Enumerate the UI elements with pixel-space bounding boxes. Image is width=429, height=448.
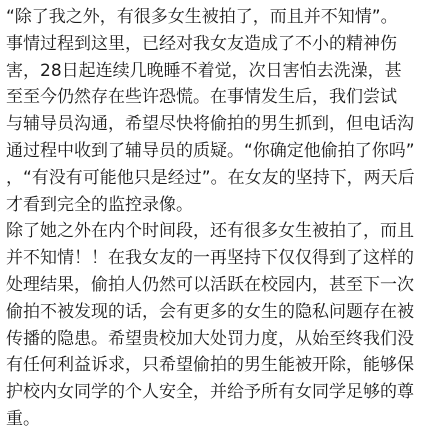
- text-line-13: 传播的隐患。希望贵校加大处罚力度，从始至终我们没: [6, 328, 414, 349]
- text-line-10: 并不知情！！在我女友的一再坚持下仅仅得到了这样的: [6, 248, 414, 269]
- text-line-6: 通过程中收到了辅导员的质疑。“你确定他偷拍了你吗”: [6, 140, 415, 161]
- text-line-3: 害，28日起连续几晚睡不着觉，次日害怕去洗澡，甚: [6, 60, 402, 81]
- text-line-4: 至至今仍然存在些许恐慌。在事情发生后，我们尝试: [6, 87, 397, 108]
- text-line-8: 才看到完全的监控录像。: [6, 194, 193, 215]
- text-line-16: 重。: [6, 408, 40, 429]
- text-line-12: 偷拍不被发现的话，会有更多的女生的隐私问题存在被: [6, 301, 414, 322]
- text-line-2: 事情过程到这里，已经对我女友造成了不小的精神伤: [6, 33, 397, 54]
- text-line-7: ，“有没有可能他只是经过”。在女友的坚持下，两天后: [6, 167, 415, 188]
- text-line-15: 护校内女同学的个人安全，并给予所有女同学足够的尊: [6, 382, 414, 403]
- text-line-5: 与辅导员沟通，希望尽快将偷拍的男生抓到，但电话沟: [6, 114, 414, 135]
- text-line-1: “除了我之外，有很多女生被拍了，而且并不知情”。: [6, 7, 398, 27]
- text-line-9: 除了她之外在内个时间段，还有很多女生被拍了，而且: [6, 221, 414, 242]
- text-line-11: 处理结果，偷拍人仍然可以活跃在校园内，甚至下一次: [6, 274, 414, 295]
- text-line-14: 有任何利益诉求，只希望偷拍的男生能被开除，能够保: [6, 355, 414, 376]
